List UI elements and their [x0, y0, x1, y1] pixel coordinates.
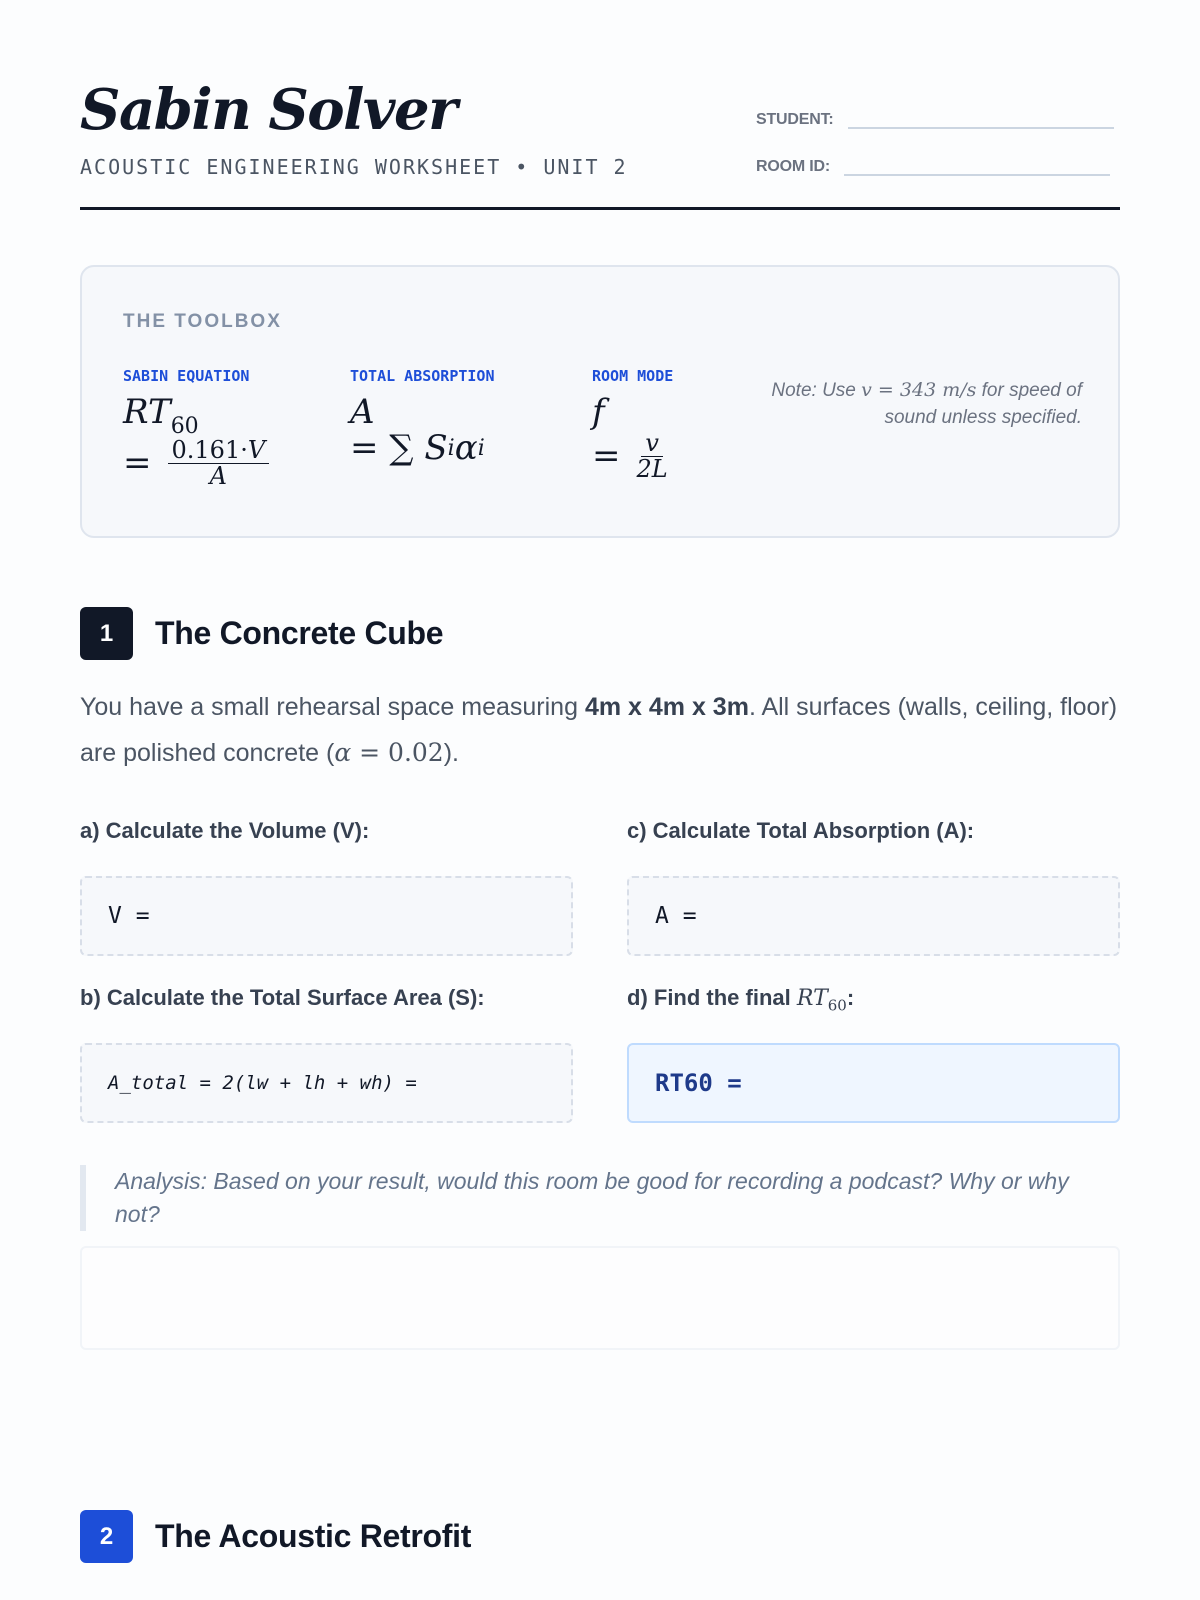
student-row — [756, 103, 1114, 129]
problem-text-a: You have a small rehearsal space measuring — [80, 693, 578, 721]
sabin-equation-label: SABIN EQUATION — [123, 367, 250, 385]
student-name-field[interactable] — [848, 103, 1114, 129]
section-2-heading — [80, 1510, 471, 1563]
rt60-symbol: $RT_{60}$ — [796, 986, 847, 1015]
problem-statement — [80, 685, 1120, 776]
volume-answer-box[interactable] — [80, 876, 573, 956]
analysis-prompt: Analysis: Based on your result, would this room be good for recording a podcast? Why or why not? — [80, 1165, 1120, 1231]
question-a-label: a) Calculate the Volume (V): — [80, 818, 370, 843]
room-mode-formula: f = $\frac{v}{2L}$ — [592, 392, 668, 483]
section-1-title: The Concrete Cube — [155, 615, 444, 651]
sabin-equation — [123, 367, 269, 489]
problem-text-b: . All surfaces (walls, ceiling, floor) are polished concrete ( — [80, 693, 1118, 767]
room-dimensions: 4m x 4m x 3m — [584, 693, 749, 721]
analysis-answer-box[interactable] — [80, 1246, 1120, 1350]
volume-answer-prompt: V = — [108, 903, 150, 929]
speed-of-sound-note — [722, 377, 1082, 431]
absorption-answer-box[interactable] — [627, 876, 1120, 956]
alpha-number: = 0.02 — [359, 738, 444, 767]
rt60-answer-prompt: RT60 = — [655, 1069, 742, 1097]
worksheet-subtitle: ACOUSTIC ENGINEERING WORKSHEET • UNIT 2 — [80, 155, 628, 179]
note-suffix: for speed of sound unless specified. — [884, 380, 1082, 428]
problem-text-c: ). — [443, 739, 459, 767]
question-c-label: c) Calculate Total Absorption (A): — [627, 818, 975, 843]
student-label: STUDENT: — [756, 111, 834, 128]
worksheet-header — [80, 0, 1120, 210]
toolbox-title: THE TOOLBOX — [123, 311, 282, 332]
alpha-value: α = 0.02 — [334, 738, 444, 767]
question-b-label: b) Calculate the Total Surface Area (S): — [80, 985, 485, 1010]
total-absorption-formula: A = ∑ S i α i — [350, 392, 485, 468]
room-mode — [592, 367, 673, 482]
total-absorption — [350, 367, 495, 466]
surface-area-answer-prompt: A_total = 2(lw + lh + wh) = — [108, 1072, 417, 1094]
toolbox-panel — [80, 265, 1120, 538]
room-row — [756, 150, 1110, 176]
surface-area-answer-box[interactable] — [80, 1043, 573, 1123]
question-d-label: d) Find the final $RT_{60}$: — [627, 985, 855, 1015]
section-2-title: The Acoustic Retrofit — [155, 1518, 472, 1554]
rt60-answer-box[interactable] — [627, 1043, 1120, 1123]
note-prefix: Note: Use — [771, 380, 856, 401]
room-mode-label: ROOM MODE — [592, 367, 674, 385]
absorption-answer-prompt: A = — [655, 903, 697, 929]
total-absorption-label: TOTAL ABSORPTION — [350, 367, 495, 385]
note-math: v = 343 m/s — [861, 379, 977, 401]
worksheet-title: Sabin Solver — [80, 77, 457, 143]
section-2-badge: 2 — [80, 1510, 133, 1563]
sabin-equation-formula: $RT_{60}$ = $\frac{0.161\cdot V}{A}$ — [123, 395, 269, 489]
worksheet-page — [80, 0, 1120, 1554]
room-id-label: ROOM ID: — [756, 158, 830, 175]
section-1-badge: 1 — [80, 607, 133, 660]
question-d-text: d) Find the final — [627, 985, 791, 1010]
room-id-field[interactable] — [844, 150, 1110, 176]
section-1-heading — [80, 607, 443, 660]
